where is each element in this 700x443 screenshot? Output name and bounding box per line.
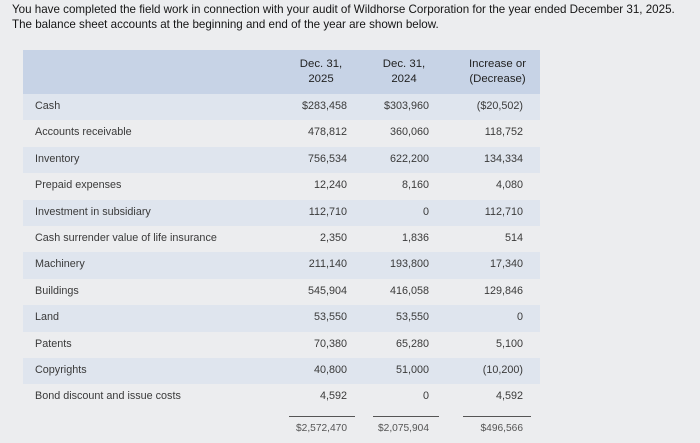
- value-2024: 65,280: [395, 337, 429, 350]
- total-change: $496,566: [480, 422, 523, 434]
- header-dec-2025: Dec. 31, 2025: [299, 58, 343, 85]
- total-rule-1: [289, 416, 355, 417]
- table-header: [23, 50, 540, 94]
- header-change: Increase or (Decrease): [469, 58, 526, 85]
- table-row: [23, 120, 540, 146]
- total-2025: $2,572,470: [296, 422, 347, 434]
- row-label: Bond discount and issue costs: [35, 390, 181, 403]
- row-label: Prepaid expenses: [35, 179, 122, 192]
- value-2025: 70,380: [313, 337, 347, 350]
- table-row: [23, 279, 540, 305]
- value-2024: 1,836: [401, 231, 429, 244]
- value-change: 129,846: [483, 284, 523, 297]
- table-row: [23, 252, 540, 278]
- totals-row: [23, 416, 540, 442]
- header-dec-2024: Dec. 31, 2024: [382, 58, 426, 85]
- value-2024: 0: [422, 390, 429, 403]
- value-2025: 478,812: [307, 126, 347, 139]
- row-label: Buildings: [35, 284, 79, 297]
- row-label: Investment in subsidiary: [35, 205, 151, 218]
- total-2024: $2,075,904: [378, 422, 429, 434]
- value-change: 514: [504, 231, 523, 244]
- row-label: Cash: [35, 100, 61, 112]
- row-label: Accounts receivable: [35, 126, 132, 139]
- row-label: Patents: [35, 337, 72, 350]
- value-2025: 112,710: [308, 205, 347, 218]
- value-change: (10,200): [482, 363, 523, 376]
- balance-sheet-table: [23, 50, 540, 442]
- table-row: [23, 147, 540, 173]
- value-2024: 416,058: [389, 284, 429, 297]
- value-2025: 211,140: [308, 258, 347, 271]
- value-2024: 51,000: [395, 363, 429, 376]
- value-2025: 53,550: [313, 311, 347, 324]
- row-label: Copyrights: [35, 363, 87, 376]
- value-change: 0: [516, 311, 523, 324]
- value-change: 5,100: [495, 337, 523, 350]
- value-2024: 193,800: [389, 258, 429, 271]
- value-change: 112,710: [484, 205, 523, 218]
- table-row: [23, 384, 540, 410]
- table-row: [23, 200, 540, 226]
- value-2025: 40,800: [313, 363, 347, 376]
- value-change: 134,334: [483, 152, 523, 165]
- row-label: Land: [35, 311, 60, 324]
- value-change: ($20,502): [476, 100, 523, 112]
- value-2025: 756,534: [307, 152, 347, 165]
- value-2025: 4,592: [319, 390, 347, 403]
- value-2025: 12,240: [313, 179, 347, 192]
- value-2024: 8,160: [401, 179, 429, 192]
- value-change: 17,340: [489, 258, 523, 271]
- value-2024: $303,960: [383, 100, 429, 112]
- intro-text: [12, 2, 696, 32]
- row-label: Cash surrender value of life insurance: [35, 231, 217, 244]
- table-body: [23, 94, 540, 411]
- value-2024: 360,060: [389, 126, 429, 139]
- table-row: [23, 226, 540, 252]
- total-rule-3: [463, 416, 531, 417]
- value-2025: $283,458: [301, 100, 347, 112]
- value-2024: 0: [422, 205, 429, 218]
- row-label: Machinery: [35, 258, 85, 271]
- table-row: [23, 305, 540, 331]
- intro-line-2: The balance sheet accounts at the beginning and end of the year are shown below.: [12, 18, 439, 31]
- intro-line-1: You have completed the field work in connection with your audit of Wildhorse Corporation for the year ended December 31, 2025.: [12, 3, 675, 16]
- table-row: [23, 173, 540, 199]
- table-row: [23, 332, 540, 358]
- value-change: 4,592: [495, 390, 523, 403]
- value-2024: 622,200: [389, 152, 429, 165]
- row-label: Inventory: [35, 152, 80, 165]
- total-rule-2: [373, 416, 439, 417]
- value-2025: 2,350: [319, 231, 347, 244]
- value-change: 118,752: [484, 126, 523, 139]
- table-row: [23, 94, 540, 120]
- table-row: [23, 358, 540, 384]
- value-2024: 53,550: [395, 311, 429, 324]
- value-2025: 545,904: [307, 284, 347, 297]
- value-change: 4,080: [495, 179, 523, 192]
